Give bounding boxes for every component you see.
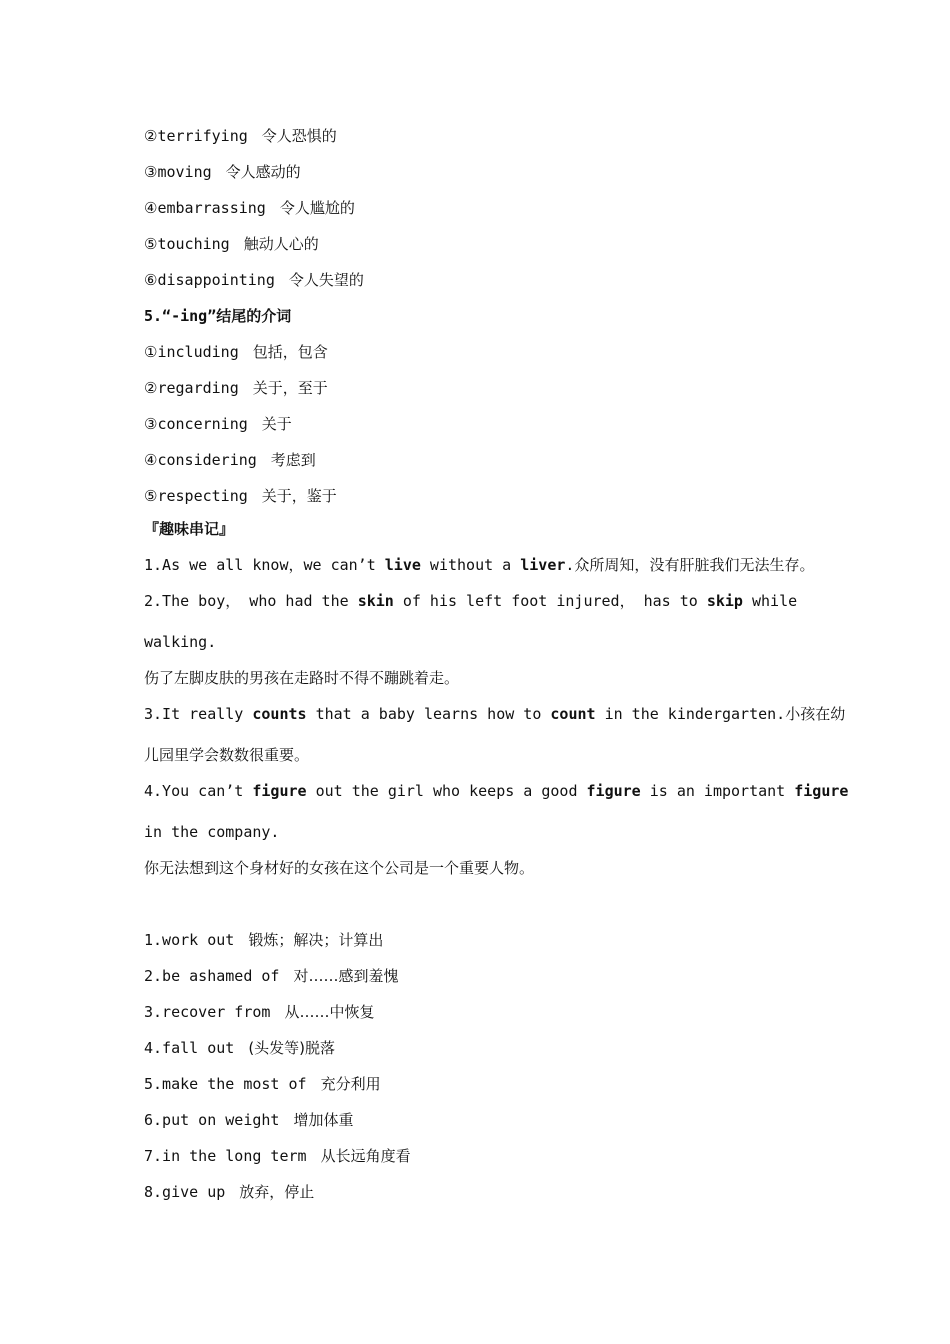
- item-number: ⑥: [144, 271, 158, 289]
- item-number: ④: [144, 451, 158, 469]
- heading-prefix: 5.“-ing”: [144, 307, 217, 325]
- phrase-chinese: 充分利用: [320, 1075, 381, 1093]
- sentence-text: 4.You can’t: [144, 782, 253, 800]
- example-sentence: [144, 704, 845, 724]
- phrase-chinese: 对……感到羞愧: [293, 967, 399, 985]
- sentence-text: without a: [420, 556, 521, 574]
- phrase-english: 4.fall out: [144, 1039, 235, 1057]
- keyword: counts: [252, 705, 307, 723]
- preposition-item: [144, 378, 328, 398]
- phrase-item: [144, 1146, 411, 1166]
- item-chinese: 考虑到: [270, 451, 316, 469]
- sentence-text: 1.As we all know，we can’t: [144, 556, 385, 574]
- phrase-chinese: 锻炼；解决；计算出: [248, 931, 384, 949]
- phrase-item: [144, 1002, 374, 1022]
- sentence-text: 3.It really: [144, 705, 253, 723]
- item-english: concerning: [157, 415, 248, 433]
- phrase-chinese: 增加体重: [293, 1111, 354, 1129]
- heading-text: 结尾的介词: [216, 307, 292, 325]
- keyword: figure: [794, 782, 849, 800]
- item-number: ⑤: [144, 235, 158, 253]
- keyword: skin: [357, 592, 394, 610]
- phrase-english: 1.work out: [144, 931, 235, 949]
- sentence-continuation: walking.: [144, 633, 217, 651]
- keyword: skip: [706, 592, 743, 610]
- item-number: ③: [144, 163, 158, 181]
- sentence-text: in the kindergarten.小孩在幼: [595, 705, 846, 723]
- adjective-item: [144, 270, 364, 290]
- phrase-english: 2.be ashamed of: [144, 967, 280, 985]
- adjective-item: [144, 126, 337, 146]
- item-chinese: 关于，鉴于: [261, 487, 337, 505]
- phrase-item: [144, 1038, 335, 1058]
- phrase-chinese: 放弃，停止: [239, 1183, 315, 1201]
- adjective-item: [144, 234, 319, 254]
- example-sentence: [144, 555, 814, 575]
- phrase-english: 3.recover from: [144, 1003, 271, 1021]
- keyword: liver: [520, 556, 566, 574]
- preposition-item: [144, 450, 316, 470]
- section-heading: [144, 306, 291, 326]
- item-chinese: 令人恐惧的: [261, 127, 337, 145]
- phrase-item: [144, 1182, 314, 1202]
- sentence-text: 2.The boy， who had the: [144, 592, 358, 610]
- item-chinese: 令人尴尬的: [279, 199, 355, 217]
- adjective-item: [144, 162, 301, 182]
- example-sentence: [144, 591, 797, 611]
- item-number: ②: [144, 379, 158, 397]
- phrase-chinese: 从……中恢复: [284, 1003, 375, 1021]
- item-english: moving: [157, 163, 212, 181]
- item-english: respecting: [157, 487, 248, 505]
- phrase-english: 8.give up: [144, 1183, 226, 1201]
- phrase-english: 6.put on weight: [144, 1111, 280, 1129]
- item-english: embarrassing: [157, 199, 266, 217]
- sentence-continuation: 儿园里学会数数很重要。: [144, 746, 310, 764]
- item-number: ④: [144, 199, 158, 217]
- item-english: considering: [157, 451, 257, 469]
- adjective-item: [144, 198, 355, 218]
- sentence-text: that a baby learns how to: [306, 705, 551, 723]
- item-number: ②: [144, 127, 158, 145]
- item-english: regarding: [157, 379, 239, 397]
- sentence-text: while: [742, 592, 798, 610]
- phrase-item: [144, 966, 398, 986]
- item-chinese: 包括，包含: [252, 343, 328, 361]
- phrase-english: 7.in the long term: [144, 1147, 307, 1165]
- phrase-item: [144, 930, 383, 950]
- example-sentence: [144, 781, 848, 801]
- preposition-item: [144, 486, 337, 506]
- item-english: terrifying: [157, 127, 248, 145]
- preposition-item: [144, 414, 292, 434]
- item-number: ①: [144, 343, 158, 361]
- item-english: touching: [157, 235, 230, 253]
- sentence-text: out the girl who keeps a good: [306, 782, 587, 800]
- sentence-text: of his left foot injured， has to: [393, 592, 707, 610]
- preposition-item: [144, 342, 328, 362]
- item-number: ⑤: [144, 487, 158, 505]
- sentence-translation: 伤了左脚皮肤的男孩在走路时不得不蹦跳着走。: [144, 669, 460, 687]
- phrase-english: 5.make the most of: [144, 1075, 307, 1093]
- item-chinese: 关于: [261, 415, 292, 433]
- item-chinese: 令人失望的: [288, 271, 364, 289]
- phrase-chinese: (头发等)脱落: [248, 1039, 336, 1057]
- phrase-chinese: 从长远角度看: [320, 1147, 411, 1165]
- item-number: ③: [144, 415, 158, 433]
- keyword: figure: [252, 782, 307, 800]
- keyword: figure: [586, 782, 641, 800]
- phrase-item: [144, 1110, 353, 1130]
- sentence-translation: 你无法想到这个身材好的女孩在这个公司是一个重要人物。: [144, 859, 535, 877]
- sentence-text: .众所周知，没有肝脏我们无法生存。: [565, 556, 815, 574]
- item-english: disappointing: [157, 271, 275, 289]
- item-chinese: 触动人心的: [243, 235, 319, 253]
- sentence-text: is an important: [640, 782, 795, 800]
- item-chinese: 令人感动的: [225, 163, 301, 181]
- keyword: count: [550, 705, 596, 723]
- sentence-continuation: in the company.: [144, 823, 280, 841]
- fun-memory-heading: 『趣味串记』: [144, 520, 235, 538]
- phrase-item: [144, 1074, 381, 1094]
- keyword: live: [384, 556, 421, 574]
- item-chinese: 关于，至于: [252, 379, 328, 397]
- item-english: including: [157, 343, 239, 361]
